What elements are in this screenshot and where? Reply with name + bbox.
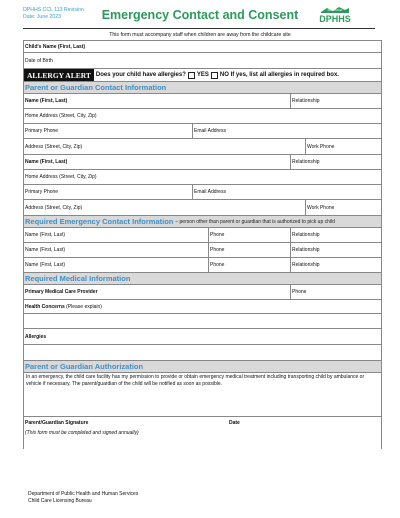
page-title: Emergency Contact and Consent bbox=[101, 8, 299, 22]
allergies-row bbox=[23, 329, 382, 345]
emergency-heading-text: Required Emergency Contact Information bbox=[25, 217, 174, 226]
guardian2-work-phone-field[interactable] bbox=[305, 200, 381, 215]
guardian1-home-address-field[interactable] bbox=[24, 109, 381, 123]
health-concerns-field[interactable] bbox=[24, 300, 381, 313]
child-name-field[interactable] bbox=[24, 41, 381, 52]
guardian1-name-row bbox=[23, 94, 382, 109]
allergies-field[interactable] bbox=[24, 329, 381, 344]
guardian1-work-phone-label: Work Phone bbox=[307, 143, 335, 150]
emergency-name-field[interactable] bbox=[24, 243, 208, 257]
guardian2-name-row bbox=[23, 155, 382, 170]
dob-label: Date of Birth bbox=[25, 57, 53, 64]
provider-phone-field[interactable] bbox=[290, 285, 381, 299]
guardian1-name-field[interactable] bbox=[24, 94, 290, 108]
guardian1-relationship-field[interactable] bbox=[290, 94, 381, 108]
logo-top-text: MONTANA bbox=[327, 8, 343, 12]
guardian2-home-address-label: Home Address (Street, City, Zip) bbox=[25, 174, 97, 180]
guardian2-home-row bbox=[23, 170, 382, 185]
medical-heading-text: Required Medical Information bbox=[25, 274, 131, 283]
allergy-alert-row bbox=[23, 69, 382, 82]
dphhs-logo bbox=[319, 5, 351, 25]
guardian2-home-address-field[interactable] bbox=[24, 170, 381, 184]
allergy-question: Does your child have allergies? bbox=[95, 72, 186, 78]
provider-row bbox=[23, 285, 382, 300]
emergency-relationship-label: Relationship bbox=[292, 262, 320, 268]
emergency-name-label: Name (First, Last) bbox=[25, 232, 66, 238]
emergency-phone-label: Phone bbox=[210, 232, 225, 238]
emergency-heading-note: – person other than parent or guardian that is authorized to pick up child bbox=[175, 218, 335, 225]
emergency-name-field[interactable] bbox=[24, 228, 208, 242]
guardian1-work-phone-field[interactable] bbox=[305, 139, 381, 154]
header-divider bbox=[23, 28, 375, 29]
guardian1-home-address-label: Home Address (Street, City, Zip) bbox=[25, 113, 97, 119]
guardian1-email-label: Email Address bbox=[194, 128, 226, 134]
emergency-phone-field[interactable] bbox=[208, 258, 290, 272]
logo-text: DPHHS bbox=[319, 14, 351, 24]
consent-form bbox=[23, 40, 382, 449]
signature-field[interactable] bbox=[24, 417, 229, 436]
emergency-phone-label: Phone bbox=[210, 262, 225, 268]
emergency-relationship-label: Relationship bbox=[292, 232, 320, 238]
provider-label: Primary Medical Care Provider bbox=[25, 289, 98, 295]
emergency-phone-label: Phone bbox=[210, 247, 225, 253]
emergency-relationship-label: Relationship bbox=[292, 247, 320, 253]
emergency-name-label: Name (First, Last) bbox=[25, 247, 66, 253]
footer-dept: Department of Public Health and Human Services bbox=[28, 491, 139, 497]
yes-checkbox[interactable] bbox=[188, 72, 195, 79]
guardian1-address-row bbox=[23, 139, 382, 155]
guardian1-address-field[interactable] bbox=[24, 139, 305, 154]
guardian1-phone-row bbox=[23, 124, 382, 139]
guardian2-primary-phone-label: Primary Phone bbox=[25, 189, 59, 195]
provider-field[interactable] bbox=[24, 285, 290, 299]
guardian1-email-field[interactable] bbox=[192, 124, 381, 138]
signature-label: Parent/Guardian Signature bbox=[25, 420, 89, 426]
health-concerns-label: Health Concerns bbox=[25, 303, 65, 310]
allergies-line bbox=[23, 345, 382, 361]
guardian2-primary-phone-field[interactable] bbox=[24, 185, 192, 199]
form-date: Date: June 2023 bbox=[23, 13, 62, 20]
dob-field[interactable] bbox=[24, 53, 381, 68]
health-concerns-blank[interactable] bbox=[24, 314, 381, 328]
provider-phone-label: Phone bbox=[292, 289, 307, 295]
allergies-blank[interactable] bbox=[24, 345, 381, 360]
child-name-label: Child's Name (First, Last) bbox=[25, 43, 86, 50]
emergency-phone-field[interactable] bbox=[208, 228, 290, 242]
emergency-name-label: Name (First, Last) bbox=[25, 262, 66, 268]
signature-row bbox=[23, 417, 382, 449]
guardian2-name-field[interactable] bbox=[24, 155, 290, 169]
guardian2-address-field[interactable] bbox=[24, 200, 305, 215]
guardian1-primary-phone-label: Primary Phone bbox=[25, 128, 59, 134]
child-name-row bbox=[23, 40, 382, 53]
emergency-phone-field[interactable] bbox=[208, 243, 290, 257]
emergency-contact-row bbox=[23, 243, 382, 258]
guardian2-work-phone-label: Work Phone bbox=[307, 204, 335, 211]
guardian-heading-text: Parent or Guardian Contact Information bbox=[25, 83, 167, 92]
authorization-text-row bbox=[23, 373, 382, 417]
guardian1-address-label: Address (Street, City, Zip) bbox=[25, 143, 83, 150]
authorization-heading-text: Parent or Guardian Authorization bbox=[25, 362, 144, 371]
emergency-contact-row bbox=[23, 258, 382, 273]
allergy-alert-badge: ALLERGY ALERT bbox=[24, 69, 94, 81]
health-concerns-row bbox=[23, 300, 382, 314]
footer bbox=[28, 491, 138, 505]
emergency-contact-row bbox=[23, 228, 382, 243]
medical-section-heading bbox=[23, 273, 382, 285]
authorization-text: In an emergency, the child care facility has my permission to provide or obtain emergency medical treatment including transporting child by ambulance or vehicle if necessary. The parent/guardian of the child will be notified as soon as possible. bbox=[26, 374, 365, 387]
health-concerns-note: (Please explain) bbox=[66, 303, 102, 310]
no-checkbox[interactable] bbox=[211, 72, 218, 79]
date-field[interactable] bbox=[229, 417, 240, 426]
guardian-section-heading bbox=[23, 82, 382, 94]
footer-bureau: Child Care Licensing Bureau bbox=[28, 498, 92, 504]
subtitle: This form must accompany staff when children are away from the childcare site bbox=[109, 32, 291, 38]
authorization-section-heading bbox=[23, 361, 382, 373]
guardian1-home-row bbox=[23, 109, 382, 124]
guardian2-email-label: Email Address bbox=[194, 189, 226, 195]
annual-note: (This form must be completed and signed annually) bbox=[25, 430, 139, 436]
health-concerns-line bbox=[23, 314, 382, 329]
guardian2-address-row bbox=[23, 200, 382, 216]
emergency-section-heading bbox=[23, 216, 382, 228]
emergency-name-field[interactable] bbox=[24, 258, 208, 272]
yes-label: YES bbox=[196, 72, 209, 78]
guardian1-primary-phone-field[interactable] bbox=[24, 124, 192, 138]
guardian2-relationship-field[interactable] bbox=[290, 155, 381, 169]
guardian1-name-label: Name (First, Last) bbox=[25, 98, 68, 104]
guardian2-email-field[interactable] bbox=[192, 185, 381, 199]
no-label: NO If yes, list all allergies in required box. bbox=[219, 72, 339, 78]
guardian1-relationship-label: Relationship bbox=[292, 98, 320, 104]
emergency-relationship-field[interactable] bbox=[290, 228, 381, 242]
dob-row bbox=[23, 53, 382, 69]
date-label: Date bbox=[229, 420, 240, 426]
guardian2-relationship-label: Relationship bbox=[292, 159, 320, 165]
emergency-relationship-field[interactable] bbox=[290, 243, 381, 257]
guardian2-name-label: Name (First, Last) bbox=[25, 159, 68, 165]
allergies-label: Allergies bbox=[25, 333, 47, 340]
form-id: DPHHS CCL 113 Revision bbox=[23, 7, 84, 13]
emergency-relationship-field[interactable] bbox=[290, 258, 381, 272]
guardian2-address-label: Address (Street, City, Zip) bbox=[25, 204, 83, 211]
guardian2-phone-row bbox=[23, 185, 382, 200]
